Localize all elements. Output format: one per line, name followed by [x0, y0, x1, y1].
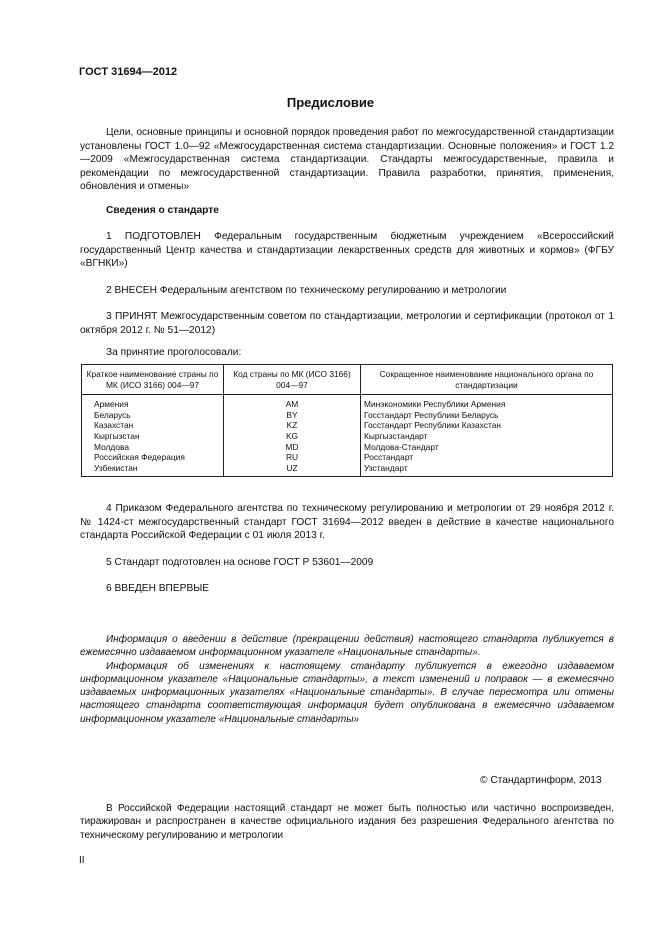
item-4	[80, 502, 614, 543]
item-3	[80, 310, 614, 337]
table-header-row	[82, 365, 613, 395]
item-6-text: 6 ВВЕДЕН ВПЕРВЫЕ	[106, 583, 210, 594]
standards-body-cell: Молдова-Стандарт	[361, 442, 613, 453]
voting-table	[81, 364, 613, 477]
page-title: Предисловие	[286, 95, 375, 110]
item-3-text: 3 ПРИНЯТ Межгосударственным советом по стандартизации, метрологии и сертификации (протокол от 1 октября 2012 г. № 51—2012)	[80, 311, 614, 336]
table-row	[82, 442, 613, 453]
table-row	[82, 420, 613, 431]
table-row	[82, 395, 613, 410]
table-row	[82, 452, 613, 463]
table-body	[82, 395, 613, 477]
section-heading: Сведения о стандарте	[106, 205, 219, 216]
standards-body-cell: Росстандарт	[361, 452, 613, 463]
standards-body-cell: Минэкономики Республики Армения	[361, 395, 613, 410]
standards-body-cell: Госстандарт Республики Казахстан	[361, 420, 613, 431]
country-name-cell: Казахстан	[82, 420, 224, 431]
country-code-cell: UZ	[224, 463, 361, 477]
country-name-cell: Кыргызстан	[82, 431, 224, 442]
item-1-text: 1 ПОДГОТОВЛЕН Федеральным государственным бюджетным учреждением «Всероссийский государственный Центр качества и стандартизации лекарственных средств для животных и кормов» (ФГБУ «ВГНКИ»)	[80, 231, 614, 270]
footer-notice	[80, 802, 614, 842]
table-row	[82, 463, 613, 477]
country-code-cell: MD	[224, 442, 361, 453]
table-header-body: Сокращенное наименование национального органа по стандартизации	[361, 365, 613, 395]
country-name-cell: Российская Федерация	[82, 452, 224, 463]
standards-body-cell: Кыргызстандарт	[361, 431, 613, 442]
copyright: © Стандартинформ, 2013	[480, 775, 602, 786]
item-6	[80, 582, 614, 596]
country-code-cell: AM	[224, 395, 361, 410]
item-5-text: 5 Стандарт подготовлен на основе ГОСТ Р 53601—2009	[106, 557, 374, 568]
footer-text: В Российской Федерации настоящий стандарт не может быть полностью или частично воспроизведен, тиражирован и распространен в качестве официального издания без разрешения Федерального агентства по техническому регулированию и метрологии	[80, 803, 614, 841]
info-paragraph-1: Информация о введении в действие (прекращении действия) настоящего стандарта публикуется в ежемесячно издаваемом информационном указателе «Национальные стандарты».	[80, 634, 614, 659]
country-code-cell: BY	[224, 410, 361, 421]
item-2-text: 2 ВНЕСЕН Федеральным агентством по техническому регулированию и метрологии	[106, 285, 507, 296]
item-1	[80, 230, 614, 271]
table-row	[82, 431, 613, 442]
item-5	[80, 556, 614, 570]
voted-label: За принятие проголосовали:	[106, 347, 242, 358]
page-number: II	[79, 855, 85, 866]
item-4-text: 4 Приказом Федерального агентства по техническому регулированию и метрологии от 29 ноября 2012 г. № 1424-ст межгосударственный стандарт ГОСТ 31694—2012 введен в действие в качестве национального стандарта Российской Федерации с 01 июля 2013 г.	[80, 503, 614, 542]
info-block	[80, 633, 614, 726]
country-name-cell: Узбекистан	[82, 463, 224, 477]
document-code: ГОСТ 31694—2012	[79, 66, 178, 78]
item-2	[80, 284, 614, 298]
country-name-cell: Беларусь	[82, 410, 224, 421]
country-name-cell: Армения	[82, 395, 224, 410]
table-header-country: Краткое наименование страны по МК (ИСО 3166) 004—97	[82, 365, 224, 395]
table-header-code: Код страны по МК (ИСО 3166) 004—97	[224, 365, 361, 395]
info-paragraph-2: Информация об изменениях к настоящему стандарту публикуется в ежегодно издаваемом информационном указателе «Национальные стандарты», а текст изменений и поправок — в ежемесячно издаваемых информационных указателях «Национальные стандарты». В случае пересмотра или отмены настоящего стандарта соответствующая информация будет опубликована в ежемесячно издаваемом информационном указателе «Национальные стандарты»	[80, 660, 614, 725]
country-code-cell: KG	[224, 431, 361, 442]
standards-body-cell: Узстандарт	[361, 463, 613, 477]
standards-body-cell: Госстандарт Республики Беларусь	[361, 410, 613, 421]
intro-text: Цели, основные принципы и основной порядок проведения работ по межгосударственной стандартизации установлены ГОСТ 1.0—92 «Межгосударственная система стандартизации. Основные положения» и ГОСТ 1.2—2009 «Межгосударственная система стандартизации. Стандарты межгосударственные, правила и рекомендации по межгосударственной стандартизации. Правила разработки, принятия, применения, обновления и отмены»	[80, 127, 614, 193]
table-row	[82, 410, 613, 421]
country-name-cell: Молдова	[82, 442, 224, 453]
country-code-cell: KZ	[224, 420, 361, 431]
intro-paragraph	[80, 126, 614, 194]
country-code-cell: RU	[224, 452, 361, 463]
